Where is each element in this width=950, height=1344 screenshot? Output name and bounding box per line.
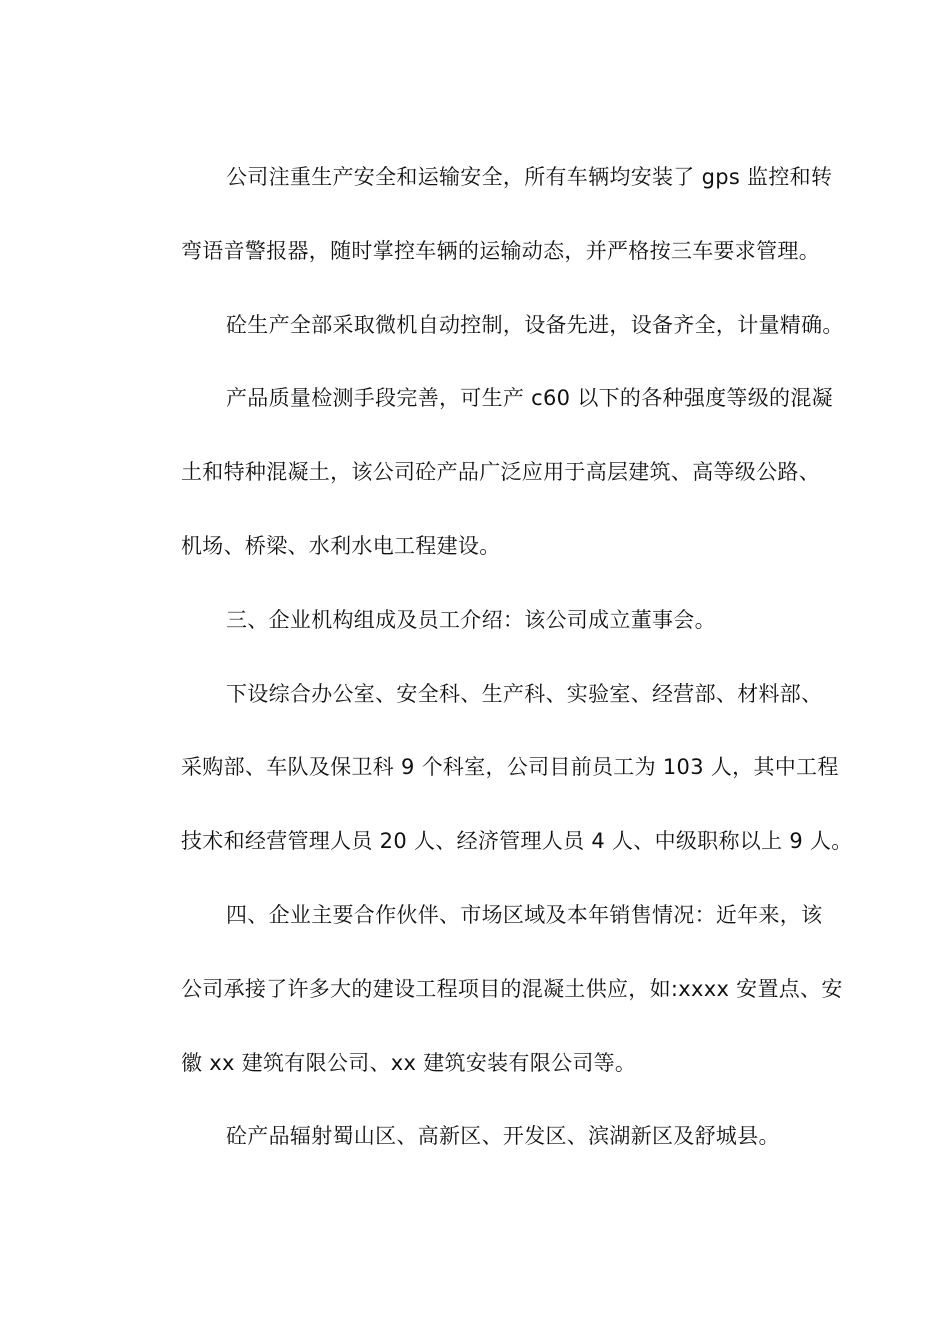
paragraph-production-control (136, 289, 844, 363)
text-line: 土和特种混凝土，该公司砼产品广泛应用于高层建筑、高等级公路、 (181, 460, 820, 485)
text-line: 公司注重生产安全和运输安全，所有车辆均安装了 gps 监控和转 (226, 165, 833, 189)
text-line: 砼产品辐射蜀山区、高新区、开发区、滨湖新区及舒城县。 (226, 1124, 780, 1149)
text-line: 产品质量检测手段完善，可生产 c60 以下的各种强度等级的混凝 (226, 386, 833, 411)
paragraph-section-three (136, 584, 816, 658)
text-line: 砼生产全部采取微机自动控制，设备先进，设备齐全，计量精确。 (226, 312, 844, 337)
section-heading-four: 四、企业主要合作伙伴、市场区域及本年销售情况：近年来，该 (226, 902, 823, 927)
paragraph-quality (136, 362, 833, 583)
text-line: 下设综合办公室、安全科、生产科、实验室、经营部、材料部、 (226, 681, 823, 706)
text-line: 徽 xx 建筑有限公司、xx 建筑安装有限公司等。 (181, 1050, 637, 1075)
paragraph-safety (136, 141, 833, 289)
paragraph-section-four (136, 879, 843, 1100)
document-body (136, 141, 853, 1174)
paragraph-departments (136, 658, 853, 879)
text-line: 公司承接了许多大的建设工程项目的混凝土供应，如:xxxx 安置点、安 (181, 976, 843, 1001)
text-line: 机场、桥梁、水利水电工程建设。 (181, 533, 501, 558)
paragraph-market-area (136, 1100, 816, 1174)
section-heading-three: 三、企业机构组成及员工介绍：该公司成立董事会。 (226, 607, 716, 632)
text-line: 技术和经营管理人员 20 人、经济管理人员 4 人、中级职称以上 9 人。 (181, 829, 853, 854)
text-line: 弯语音警报器，随时掌控车辆的运输动态，并严格按三车要求管理。 (181, 238, 820, 263)
text-line: 采购部、车队及保卫科 9 个科室，公司目前员工为 103 人，其中工程 (181, 755, 839, 780)
